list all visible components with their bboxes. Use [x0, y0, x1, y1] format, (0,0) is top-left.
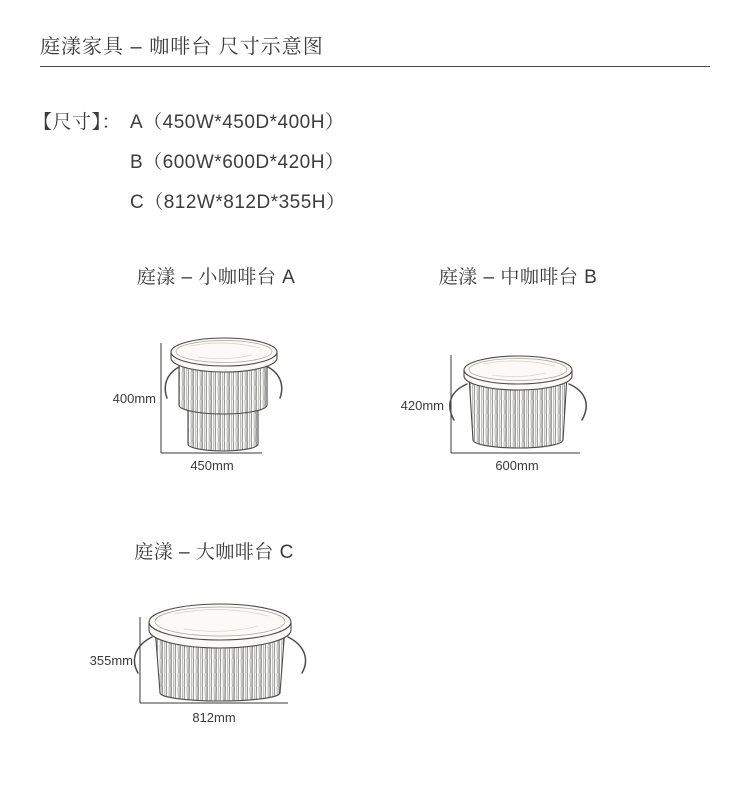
diagram-b-width-label: 600mm: [495, 458, 539, 473]
table-a-top: [171, 338, 277, 366]
diagram-b-height-label: 420mm: [400, 398, 444, 413]
diagram-c-height-label: 355mm: [89, 653, 133, 668]
size-specs-list: [130, 110, 346, 230]
diagram-c-illustration: [78, 575, 313, 715]
diagram-c-width-label: 812mm: [192, 710, 236, 725]
diagram-b-illustration: [395, 330, 625, 464]
size-spec-item-b: B（600W*600D*420H）: [130, 152, 345, 173]
table-c-drawing: [134, 604, 305, 701]
table-c-left-handle: [134, 637, 152, 673]
diagram-a-width-label: 450mm: [190, 458, 234, 473]
table-a-drawing: [165, 338, 282, 451]
table-b-top: [464, 356, 572, 384]
page-title: 庭漾家具 – 咖啡台 尺寸示意图: [40, 30, 710, 67]
diagram-b-title: 庭漾 – 中咖啡台 B: [438, 267, 598, 288]
size-specs-label: 【尺寸】：: [33, 112, 122, 133]
table-b-left-handle: [450, 384, 467, 420]
diagram-a-height-label: 400mm: [112, 391, 156, 406]
table-b-right-handle: [569, 384, 586, 420]
diagram-c-title: 庭漾 – 大咖啡台 C: [134, 542, 294, 563]
size-spec-item-a: A（450W*450D*400H）: [130, 112, 345, 133]
diagram-a-title: 庭漾 – 小咖啡台 A: [136, 267, 296, 288]
table-a-right-handle: [266, 366, 282, 398]
table-b-drawing: [450, 356, 586, 448]
size-spec-item-c: C（812W*812D*355H）: [130, 192, 346, 213]
table-c-right-handle: [288, 637, 306, 673]
